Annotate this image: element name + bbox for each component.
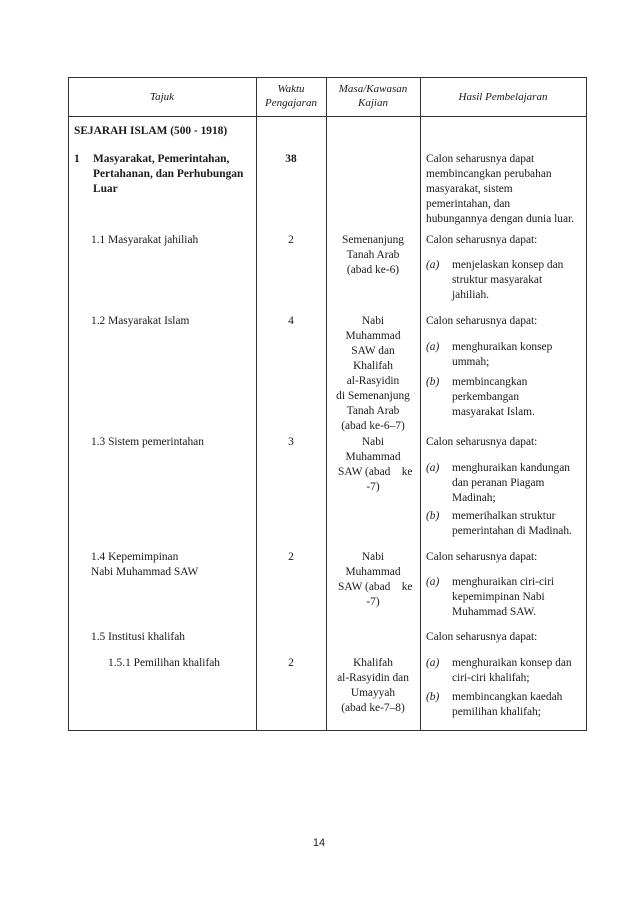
region-line: al-Rasyidin dan — [337, 672, 409, 684]
section-title: SEJARAH ISLAM (500 - 1918) — [74, 125, 228, 137]
region-line: Tanah Arab — [346, 249, 400, 261]
item-label: (a) — [426, 657, 440, 669]
header-masa-2: Kajian — [358, 97, 388, 109]
region-line: (abad ke-7–8) — [341, 702, 405, 714]
subtopic-title: 1.2 Masyarakat Islam — [91, 315, 190, 327]
item-line: dan peranan Piagam — [452, 477, 545, 489]
outcome-line: membincangkan perubahan — [426, 168, 552, 180]
outcome-line: Calon seharusnya dapat — [426, 153, 535, 165]
subtopic-hours: 2 — [288, 657, 294, 669]
item-line: masyarakat Islam. — [452, 406, 535, 418]
subtopic-title: 1.3 Sistem pemerintahan — [91, 436, 204, 448]
item-label: (b) — [426, 376, 440, 388]
outcome-intro: Calon seharusnya dapat: — [426, 436, 538, 448]
header-masa-1: Masa/Kawasan — [338, 83, 408, 95]
item-line: perkembangan — [452, 391, 520, 403]
header-divider — [69, 116, 586, 117]
region-line: (abad ke-6) — [346, 264, 400, 276]
region-line: -7) — [366, 481, 380, 493]
outcome-intro: Calon seharusnya dapat: — [426, 551, 538, 563]
region-line: Muhammad — [345, 330, 401, 342]
item-line: kepemimpinan Nabi — [452, 591, 545, 603]
region-line: Khalifah — [353, 360, 393, 372]
item-label: (a) — [426, 341, 440, 353]
region-line: SAW dan — [351, 345, 395, 357]
item-line: pemilihan khalifah; — [452, 706, 541, 718]
header-tajuk: Tajuk — [149, 91, 175, 103]
header-waktu-2: Pengajaran — [265, 97, 317, 109]
page-number: 14 — [312, 837, 326, 849]
region-line: Semenanjung — [341, 234, 404, 246]
topic-title-line: Masyarakat, Pemerintahan, — [93, 153, 230, 165]
region-line: Nabi — [361, 436, 385, 448]
region-line: Nabi — [361, 551, 385, 563]
region-line: Tanah Arab — [346, 405, 400, 417]
item-line: jahiliah. — [452, 289, 490, 301]
region-line: (abad ke-6–7) — [341, 420, 405, 432]
subtopic-hours: 4 — [288, 315, 294, 327]
region-line: di Semenanjung — [336, 390, 410, 402]
outcome-intro: Calon seharusnya dapat: — [426, 234, 538, 246]
region-line: Muhammad — [345, 566, 401, 578]
topic-title-line: Luar — [93, 183, 118, 195]
item-line: menjelaskan konsep dan — [452, 259, 564, 271]
topic-hours: 38 — [285, 153, 297, 165]
outcome-line: hubungannya dengan dunia luar. — [426, 213, 575, 225]
item-line: menghuraikan konsep — [452, 341, 553, 353]
outcome-line: masyarakat, sistem — [426, 183, 513, 195]
region-line: SAW (abad ke — [338, 466, 413, 478]
topic-title-line: Pertahanan, dan Perhubungan — [93, 168, 244, 180]
item-line: struktur masyarakat — [452, 274, 543, 286]
column-divider — [256, 78, 257, 730]
region-line: Khalifah — [353, 657, 393, 669]
subtopic-hours: 3 — [288, 436, 294, 448]
subtopic-hours: 2 — [288, 234, 294, 246]
region-line: Muhammad — [345, 451, 401, 463]
region-line: -7) — [366, 596, 380, 608]
item-line: pemerintahan di Madinah. — [452, 525, 572, 537]
region-line: SAW (abad ke — [338, 581, 413, 593]
item-line: menghuraikan konsep dan — [452, 657, 572, 669]
header-waktu-1: Waktu — [277, 83, 305, 95]
item-line: membincangkan kaedah — [452, 691, 563, 703]
item-line: menghuraikan ciri-ciri — [452, 576, 555, 588]
outcome-intro: Calon seharusnya dapat: — [426, 315, 538, 327]
item-label: (a) — [426, 259, 440, 271]
outcome-intro: Calon seharusnya dapat: — [426, 631, 538, 643]
subtopic-hours: 2 — [288, 551, 294, 563]
item-line: Muhammad SAW. — [452, 606, 537, 618]
item-label: (a) — [426, 576, 440, 588]
region-line: Nabi — [361, 315, 385, 327]
subtopic-title: 1.5 Institusi khalifah — [91, 631, 185, 643]
item-line: Madinah; — [452, 492, 496, 504]
header-hasil: Hasil Pembelajaran — [458, 91, 548, 103]
topic-number: 1 — [74, 153, 80, 165]
item-label: (b) — [426, 691, 440, 703]
subtopic-title: Nabi Muhammad SAW — [91, 566, 199, 578]
item-line: memerihalkan struktur — [452, 510, 556, 522]
subtopic-title: 1.4 Kepemimpinan — [91, 551, 179, 563]
region-line: al-Rasyidin — [346, 375, 400, 387]
item-line: membincangkan — [452, 376, 528, 388]
region-line: Umayyah — [350, 687, 396, 699]
subtopic-title: 1.5.1 Pemilihan khalifah — [108, 657, 220, 669]
outcome-line: pemerintahan, dan — [426, 198, 511, 210]
subtopic-title: 1.1 Masyarakat jahiliah — [91, 234, 199, 246]
item-line: menghuraikan kandungan — [452, 462, 570, 474]
item-label: (a) — [426, 462, 440, 474]
item-label: (b) — [426, 510, 440, 522]
item-line: ciri-ciri khalifah; — [452, 672, 530, 684]
column-divider — [420, 78, 421, 730]
item-line: ummah; — [452, 356, 490, 368]
